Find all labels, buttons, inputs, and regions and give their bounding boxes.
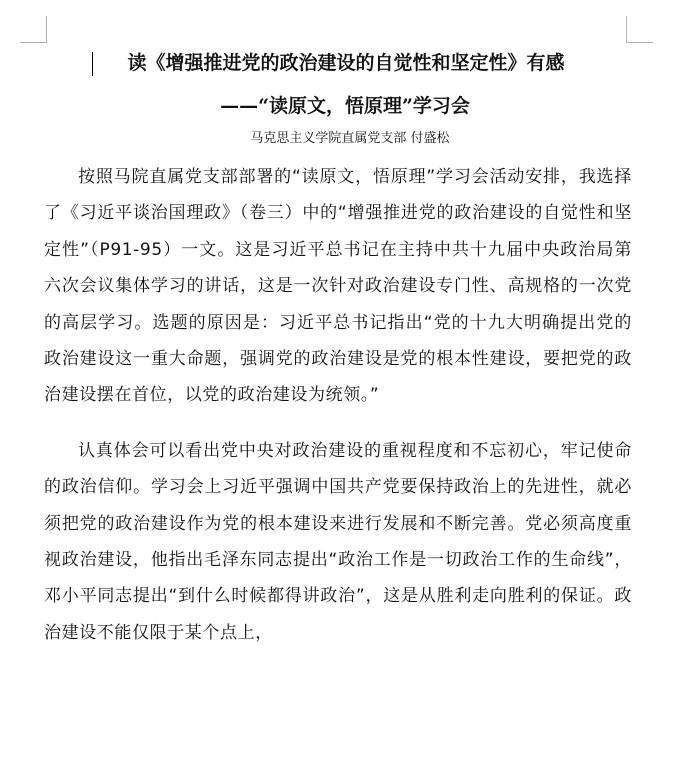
body-paragraph[interactable]: 按照马院直属党支部部署的“读原文，悟原理”学习会活动安排，我选择了《习近平谈治国理政》（卷三）中的“增强推进党的政治建设的自觉性和坚定性”（P91-95）一文。这是习近平总书记在主持中共十九届中央政治局第六次会议集体学习的讲话，这是一次针对政治建设专门性、高规格的一次党的高层学习。选题的原因是：习近平总书记指出“党的十九大明确提出党的政治建设这一重大命题，强调党的政治建设是党的根本性建设，要把党的政治建设摆在首位，以党的政治建设为统领。” <box>44 167 632 406</box>
document-subtitle[interactable]: ——“读原文，悟原理”学习会 <box>220 95 470 117</box>
page-corner-mark-top-left <box>20 16 47 43</box>
body-paragraph[interactable]: 认真体会可以看出党中央对政治建设的重视程度和不忘初心，牢记使命的政治信仰。学习会上习近平强调中国共产党要保持政治上的先进性，就必须把党的政治建设作为党的根本建设来进行发展和不断完善。党必须高度重视政治建设，他指出毛泽东同志提出“政治工作是一切政治工作的生命线”，邓小平同志提出“到什么时候都得讲政治”，这是从胜利走向胜利的保证。政治建设不能仅限于某个点上， <box>44 440 632 643</box>
document-title[interactable]: 读《增强推进党的政治建设的自觉性和坚定性》有感 <box>127 52 565 74</box>
page-corner-mark-top-right <box>626 16 653 43</box>
document-author[interactable]: 马克思主义学院直属党支部 付盛松 <box>250 131 450 146</box>
document-body[interactable] <box>44 159 632 651</box>
